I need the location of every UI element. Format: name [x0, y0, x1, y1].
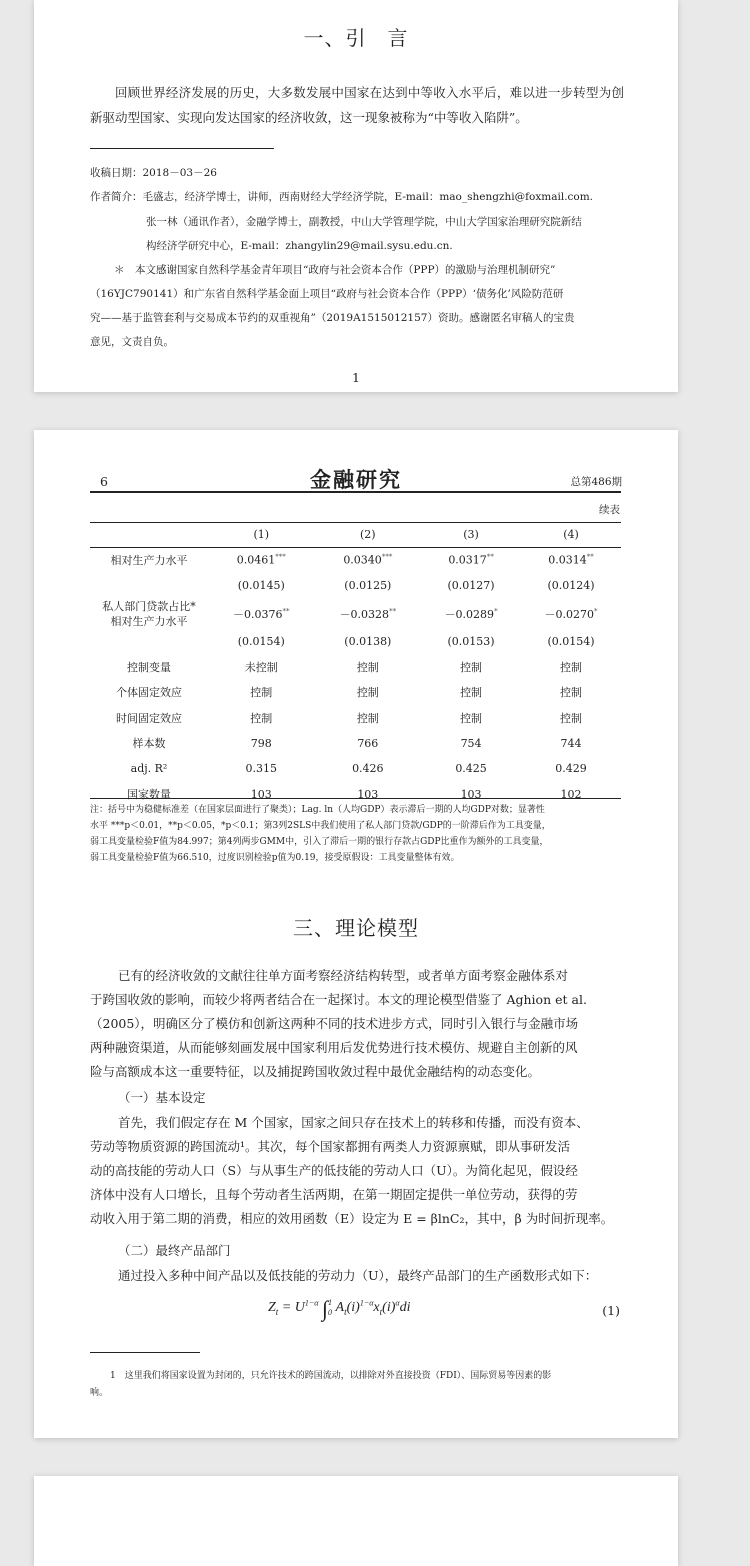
journal-title: 金融研究: [310, 467, 402, 492]
section-title-theory-model: 三、理论模型: [293, 916, 419, 940]
cell-value: 0.429: [555, 762, 587, 776]
received-date: 收稿日期：2018－03－26: [90, 167, 217, 179]
cell-value: (0.0154): [547, 634, 595, 648]
author-info-2-line1: 张一林（通讯作者），金融学博士，副教授，中山大学管理学院，中山大学国家治理研究院新结: [146, 216, 582, 228]
cell-value: 798: [250, 736, 272, 750]
table-note-line2: 水平 ***p＜0.01，**p＜0.05，*p＜0.1；第3列2SLS中我们使用了私人部门贷款/GDP的一阶滞后作为工具变量，: [90, 821, 551, 831]
table-header-rule: [90, 547, 621, 548]
subsection-final-goods: （二）最终产品部门: [118, 1243, 231, 1258]
table-cell: [208, 599, 315, 629]
table-cell: [208, 573, 315, 599]
significance-stars: ***: [381, 553, 393, 562]
table-cell: [315, 573, 422, 599]
table-cell: [315, 731, 422, 757]
cell-value: 控制: [460, 686, 483, 700]
cell-value: 103: [357, 787, 379, 801]
cell-value: (0.0154): [237, 634, 285, 648]
table-row: [90, 705, 621, 731]
significance-stars: ***: [275, 553, 286, 562]
table-row: [90, 680, 621, 706]
column-header: (3): [463, 528, 479, 542]
para1-line1: 已有的经济收敛的文献往往单方面考察经济结构转型，或者单方面考察金融体系对: [118, 968, 569, 983]
table-cell: [521, 629, 621, 655]
table-cell: [315, 629, 422, 655]
cell-value: －0.0270: [544, 607, 595, 621]
cell-value: 0.0461: [236, 554, 276, 568]
significance-stars: **: [389, 606, 397, 615]
cell-value: 控制: [356, 711, 379, 725]
table-row: [90, 573, 621, 599]
para1-line3: （2005），明确区分了模仿和创新这两种不同的技术进步方式，同时引入银行与金融市场: [90, 1016, 579, 1031]
cell-value: 未控制: [244, 660, 278, 674]
table-row: [90, 654, 621, 680]
cell-value: 控制: [356, 660, 379, 674]
para1-line5: 险与高额成本这一重要特征，以及捕捉跨国收敛过程中最优金融结构的动态变化。: [90, 1064, 541, 1079]
table-cell: [421, 548, 521, 574]
table-cell: [421, 573, 521, 599]
cell-value: 754: [460, 736, 482, 750]
column-header: (4): [563, 528, 579, 542]
cell-value: (0.0124): [547, 579, 595, 593]
cell-value: －0.0376: [233, 607, 283, 621]
table-row: [90, 599, 621, 629]
table-row: [90, 731, 621, 757]
formula-number: (1): [602, 1303, 620, 1318]
table-cell: [521, 756, 621, 782]
table-cell: [421, 680, 521, 706]
row-label: [90, 573, 208, 599]
table-cell: [208, 680, 315, 706]
table-cell: [315, 654, 422, 680]
para2-line4: 济体中没有人口增长，且每个劳动者生活两期，在第一期固定提供一单位劳动，获得的劳: [90, 1187, 578, 1202]
table-note-line3: 弱工具变量检验F值为84.997；第4列两步GMM中，引入了滞后一期的银行存款占GDP比重作为额外的工具变量，: [90, 837, 549, 847]
table-bottom-rule: [90, 798, 621, 799]
table-cell: [208, 548, 315, 574]
row-label: 个体固定效应: [116, 686, 182, 700]
cell-value: 0.0340: [343, 554, 382, 568]
table-cell: [521, 654, 621, 680]
table-cell: [315, 680, 422, 706]
table-cell: [421, 599, 521, 629]
cell-value: 102: [560, 787, 582, 801]
funding-note-line1: ＊ 本文感谢国家自然科学基金青年项目“政府与社会资本合作（PPP）的激励与治理机制研究”: [114, 264, 556, 276]
cell-value: 0.315: [245, 762, 278, 776]
header-rule: [90, 491, 621, 493]
para2-line2: 劳动等物质资源的跨国流动¹。其次，每个国家都拥有两类人力资源禀赋，即从事研发活: [90, 1139, 571, 1154]
para2-line1: 首先，我们假定存在 M 个国家，国家之间只存在技术上的转移和传播，而没有资本、: [118, 1115, 589, 1130]
row-label: 相对生产力水平: [110, 554, 188, 568]
significance-stars: **: [586, 553, 594, 562]
formula-1: $Z_t = U^{1-\alpha}$ $\int_0^1$ $A_t(i)^{1-\alpha}x_t(i)^\alpha di$: [268, 1296, 411, 1321]
cell-value: 103: [460, 787, 482, 801]
page2-footnote-divider: [90, 1352, 200, 1353]
cell-value: 控制: [560, 711, 583, 725]
cell-value: (0.0145): [237, 579, 285, 593]
funding-note-line3: 究——基于监管套利与交易成本节约的双重视角”（2019A1515012157）资助。感谢匿名审稿人的宝贵: [90, 312, 575, 324]
cell-value: 控制: [560, 660, 583, 674]
cell-value: (0.0125): [344, 579, 392, 593]
funding-note-line4: 意见，文责自负。: [90, 336, 174, 348]
table-cell: [315, 705, 422, 731]
table-cell: [521, 573, 621, 599]
row-label: 控制变量: [127, 660, 171, 674]
row-label: [90, 629, 208, 655]
page2-footnote-line1: 1 这里我们将国家设置为封闭的，只允许技术的跨国流动，以排除对外直接投资（FDI）、国际贸易等因素的影: [110, 1371, 552, 1381]
cell-value: 744: [560, 736, 582, 750]
row-label: 国家数量: [127, 788, 171, 802]
significance-stars: *: [594, 606, 598, 615]
table-cell: [315, 548, 422, 574]
cell-value: (0.0153): [447, 634, 495, 648]
header-page-number: 6: [100, 474, 108, 489]
cell-value: 控制: [356, 686, 379, 700]
table-cell: [421, 731, 521, 757]
table-cell: [521, 731, 621, 757]
page-number: 1: [352, 370, 360, 385]
cell-value: 0.0317: [448, 554, 487, 568]
author-info-2-line2: 构经济学研究中心，E-mail：zhangylin29@mail.sysu.edu.cn.: [146, 240, 453, 252]
cell-value: 控制: [460, 660, 483, 674]
cell-value: 控制: [460, 711, 483, 725]
para2-line3: 动的高技能的劳动人口（S）与从事生产的低技能的劳动人口（U）。为简化起见，假设经: [90, 1163, 578, 1178]
table-cell: [208, 705, 315, 731]
header-issue: 总第486期: [570, 476, 622, 488]
page-1: [34, 0, 678, 392]
row-label: 时间固定效应: [116, 711, 182, 725]
table-cell: [421, 756, 521, 782]
table-cell: [521, 705, 621, 731]
table-cell: [315, 756, 422, 782]
table-note-line1: 注：括号中为稳健标准差（在国家层面进行了聚类）；Lag. ln（人均GDP）表示滞后一期的人均GDP对数；显著性: [90, 805, 545, 815]
author-info-1: 作者简介：毛盛志，经济学博士，讲师，西南财经大学经济学院，E-mail：mao_shengzhi@foxmail.com.: [90, 191, 594, 203]
table-cell: [208, 731, 315, 757]
cell-value: 103: [250, 787, 272, 801]
cell-value: 0.426: [352, 762, 384, 776]
significance-stars: **: [486, 553, 494, 562]
table-cell: [208, 654, 315, 680]
intro-paragraph: 回顾世界经济发展的历史，大多数发展中国家在达到中等收入水平后，难以进一步转型为创新驱动型国家、实现向发达国家的经济收敛，这一现象被称为“中等收入陷阱”。: [90, 85, 624, 125]
page2-footnote-line2: 响。: [90, 1388, 109, 1398]
cell-value: 766: [357, 736, 379, 750]
page-2: [34, 430, 678, 1438]
cell-value: 0.425: [455, 762, 487, 776]
table-cell: [521, 680, 621, 706]
para1-line2: 于跨国收敛的影响，而较少将两者结合在一起探讨。本文的理论模型借鉴了 Aghion et al.: [90, 992, 587, 1007]
cell-value: (0.0138): [344, 634, 392, 648]
cell-value: －0.0328: [339, 607, 390, 621]
footnote-divider: [90, 148, 274, 149]
table-row: [90, 629, 621, 655]
table-cell: [521, 599, 621, 629]
table-row: [90, 548, 621, 574]
regression-table: [90, 522, 621, 807]
cell-value: 控制: [250, 711, 273, 725]
table-cell: [521, 548, 621, 574]
row-label: 样本数: [132, 737, 166, 751]
table-note-line4: 弱工具变量检验F值为66.510，过度识别检验p值为0.19，接受原假设：工具变量整体有效。: [90, 853, 460, 863]
column-header: (2): [360, 528, 376, 542]
significance-stars: *: [494, 606, 498, 615]
table-cell: [315, 599, 422, 629]
cell-value: (0.0127): [447, 579, 495, 593]
table-continued-label: 续表: [599, 504, 620, 516]
significance-stars: **: [282, 606, 290, 615]
para3: 通过投入多种中间产品以及低技能的劳动力（U），最终产品部门的生产函数形式如下：: [118, 1268, 598, 1283]
page-3: [34, 1476, 678, 1566]
funding-note-line2: （16YJC790141）和广东省自然科学基金面上项目“政府与社会资本合作（PPP）‘债务化’风险防范研: [90, 288, 564, 300]
table-cell: [421, 654, 521, 680]
table-cell: [208, 629, 315, 655]
row-label: adj. R²: [130, 762, 168, 776]
column-header: (1): [253, 528, 270, 542]
para1-line4: 两种融资渠道，从而能够刻画发展中国家利用后发优势进行技术模仿、规避自主创新的风: [90, 1040, 578, 1055]
table-cell: [421, 705, 521, 731]
subsection-basic-setup: （一）基本设定: [118, 1090, 206, 1105]
row-label: 私人部门贷款占比* 相对生产力水平: [102, 599, 196, 628]
table-cell: [421, 629, 521, 655]
section-title-introduction: 一、引 言: [303, 26, 409, 50]
cell-value: 控制: [560, 686, 583, 700]
cell-value: 控制: [250, 686, 273, 700]
table-header-row: [90, 522, 621, 548]
para2-line5: 动收入用于第二期的消费，相应的效用函数（E）设定为 E = βlnC₂，其中，β 为时间折现率。: [90, 1211, 614, 1226]
cell-value: 0.0314: [548, 554, 587, 568]
table-cell: [208, 756, 315, 782]
table-row: [90, 756, 621, 782]
cell-value: －0.0289: [444, 607, 495, 621]
